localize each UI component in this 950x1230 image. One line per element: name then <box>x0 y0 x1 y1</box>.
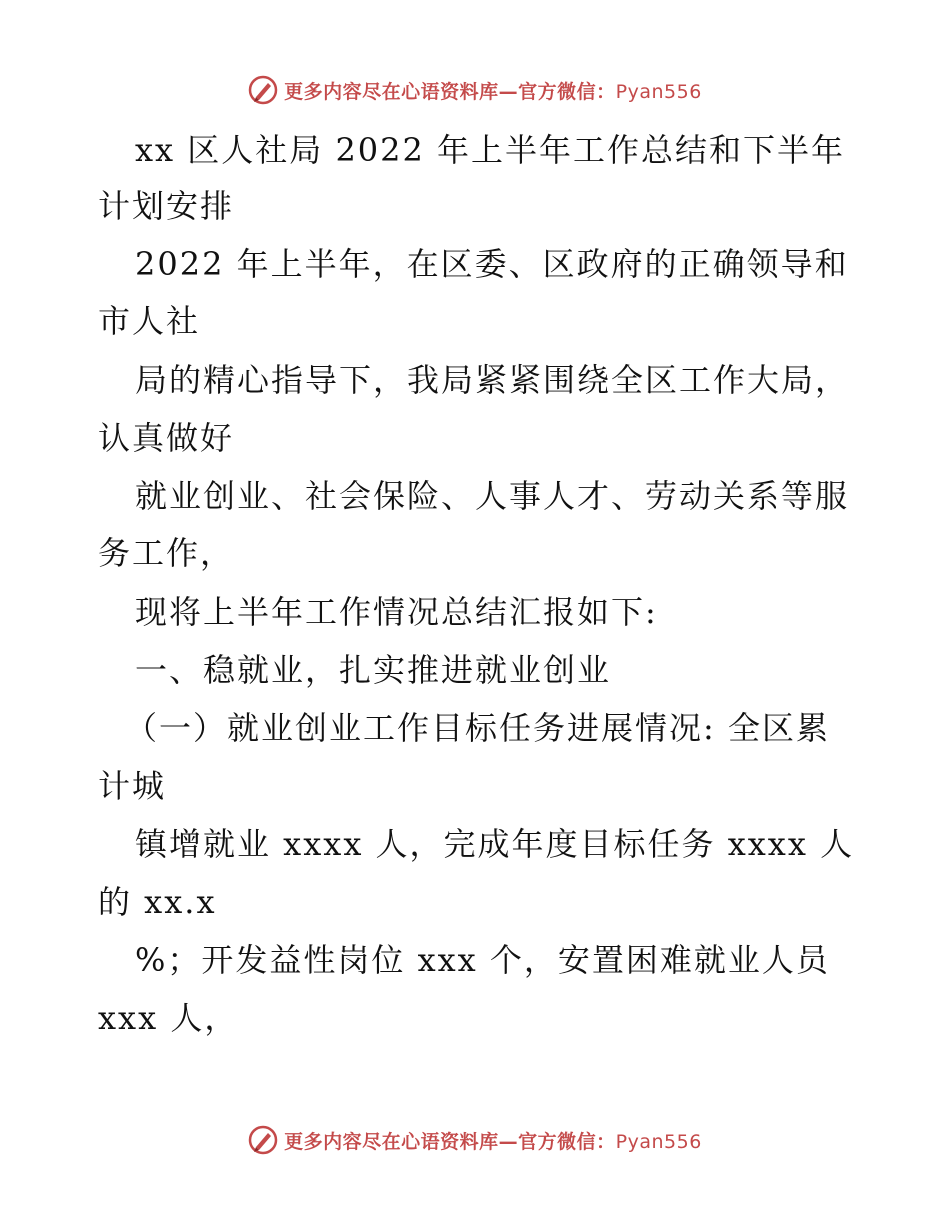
pen-logo-icon <box>248 1125 278 1155</box>
paragraph-line: 市人社 <box>98 302 201 340</box>
subsection-heading: （一）就业创业工作目标任务进展情况: 全区累 <box>125 709 830 747</box>
wechat-id: Pyan556 <box>615 80 702 103</box>
paragraph-line: 就业创业、社会保险、人事人才、劳动关系等服 <box>135 477 850 515</box>
paragraph-line: xxx 人， <box>98 999 239 1037</box>
footer-banner <box>0 1120 950 1160</box>
document-title-line-2: 计划安排 <box>98 187 235 225</box>
paragraph-line: 现将上半年工作情况总结汇报如下: <box>135 593 658 631</box>
paragraph-line: 镇增就业 xxxx 人，完成年度目标任务 xxxx 人 <box>135 825 855 863</box>
paragraph-line: %；开发益性岗位 xxx 个，安置困难就业人员 <box>135 941 830 979</box>
section-heading: 一、稳就业，扎实推进就业创业 <box>135 651 612 689</box>
pen-logo-icon <box>248 75 278 105</box>
banner-text: 更多内容尽在心语资料库—官方微信：Pyan556 <box>284 80 702 103</box>
header-banner <box>0 70 950 110</box>
paragraph-line: 2022 年上半年，在区委、区政府的正确领导和 <box>135 245 849 283</box>
banner-text: 更多内容尽在心语资料库—官方微信：Pyan556 <box>284 1130 702 1153</box>
paragraph-line: 局的精心指导下，我局紧紧围绕全区工作大局， <box>135 361 850 399</box>
wechat-id: Pyan556 <box>615 1130 702 1153</box>
paragraph-line: 计城 <box>98 767 167 805</box>
paragraph-line: 的 xx.x <box>98 883 217 921</box>
document-title-line-1: xx 区人社局 2022 年上半年工作总结和下半年 <box>135 131 846 169</box>
paragraph-line: 务工作， <box>98 534 235 572</box>
paragraph-line: 认真做好 <box>98 419 235 457</box>
